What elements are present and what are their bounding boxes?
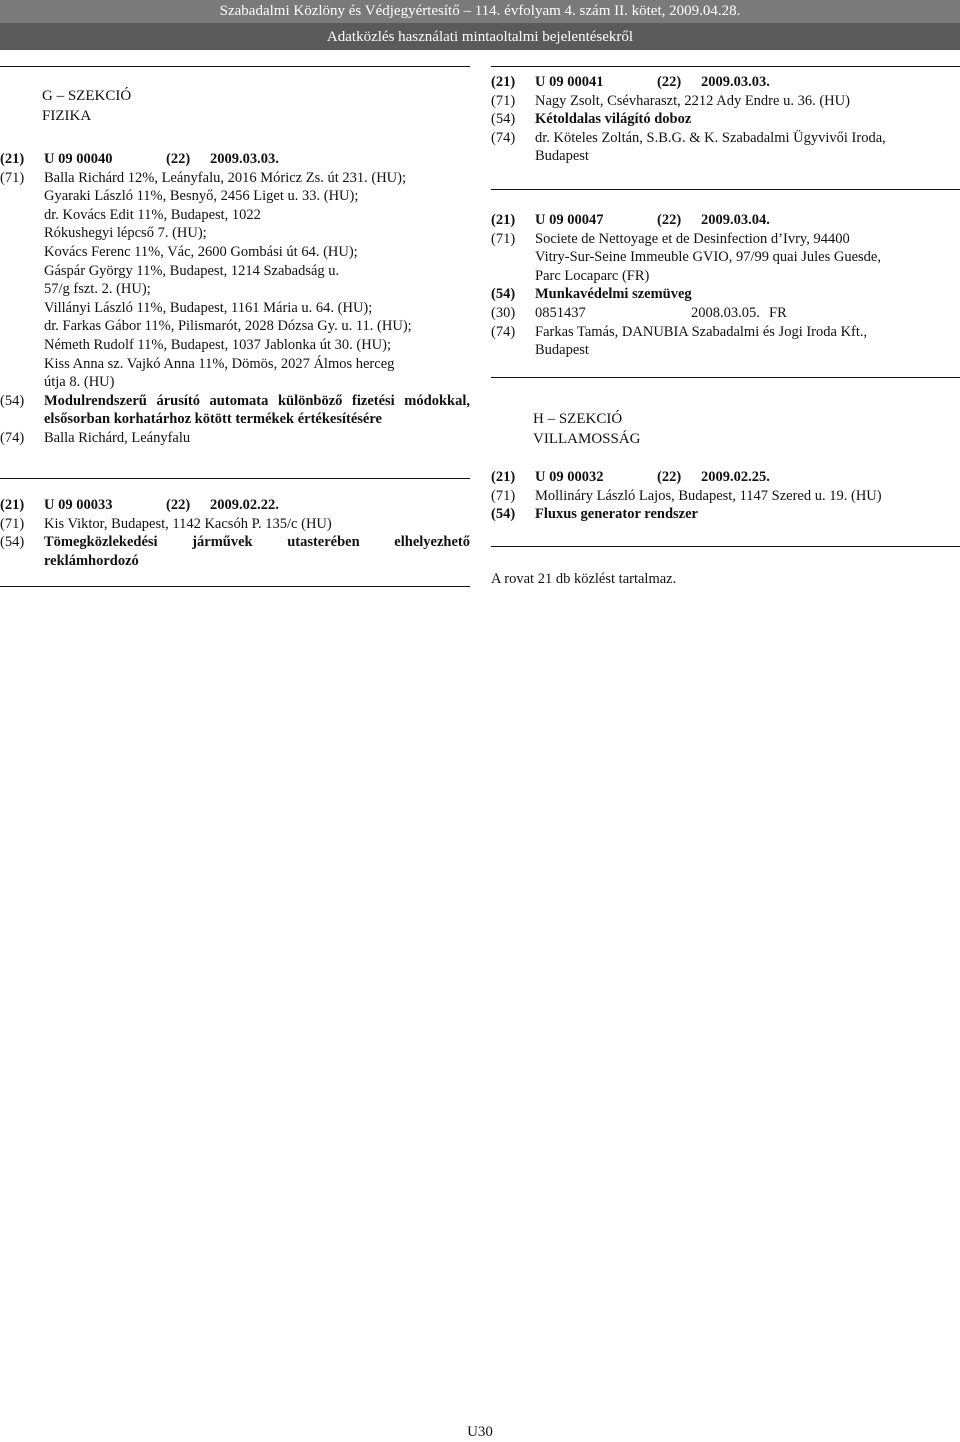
section-h-code: H – SZEKCIÓ <box>533 411 623 427</box>
invention-title: Modulrendszerű árusító automata különböző fizetési módokkal, elsősorban korhatárhoz kötött termékek értékesítésére <box>44 392 470 428</box>
filing-date: 2009.02.25. <box>701 469 770 485</box>
right-separator-2 <box>491 377 960 378</box>
left-separator-2 <box>0 586 470 587</box>
code-74: (74) <box>491 323 516 340</box>
applicant-line: Villányi László 11%, Budapest, 1161 Mária u. 64. (HU); <box>44 299 373 316</box>
section-g-name: FIZIKA <box>42 108 92 124</box>
code-30: (30) <box>491 304 516 321</box>
invention-title: Fluxus generator rendszer <box>535 506 698 523</box>
applicant <box>535 230 960 286</box>
entry-u0900047 <box>491 211 960 360</box>
filing-date: 2009.03.03. <box>210 151 279 167</box>
applicant-line: Németh Rudolf 11%, Budapest, 1037 Jablonka út 30. (HU); <box>44 336 392 353</box>
agent-line: dr. Köteles Zoltán, S.B.G. & K. Szabadalmi Ügyvivői Iroda, <box>535 129 886 146</box>
priority-number: 0851437 <box>535 304 586 321</box>
application-number: U 09 00040 <box>44 151 113 167</box>
code-54: (54) <box>0 534 25 551</box>
section-g-code: G – SZEKCIÓ <box>42 88 132 104</box>
entry-u0900040 <box>0 150 470 448</box>
code-71: (71) <box>491 487 516 504</box>
section-count-note: A rovat 21 db közlést tartalmaz. <box>491 571 677 587</box>
applicant-line: Kiss Anna sz. Vajkó Anna 11%, Dömös, 2027 Álmos herceg <box>44 355 395 372</box>
applicant-line: Parc Locaparc (FR) <box>535 267 650 284</box>
entry-u0900032 <box>491 468 960 524</box>
journal-title: Szabadalmi Közlöny és Védjegyértesítő – 114. évfolyam 4. szám II. kötet, 2009.04.28. <box>219 3 741 19</box>
filing-date: 2009.03.04. <box>701 212 770 228</box>
page-subtitle: Adatközlés használati mintaoltalmi bejelentésekről <box>326 29 634 45</box>
code-21: (21) <box>491 469 516 485</box>
code-21: (21) <box>491 74 516 90</box>
code-54: (54) <box>491 286 516 303</box>
code-54: (54) <box>491 506 516 523</box>
left-top-rule <box>0 66 470 67</box>
applicant-line: dr. Farkas Gábor 11%, Pilismarót, 2028 Dózsa Gy. u. 11. (HU); <box>44 318 412 335</box>
priority-country: FR <box>769 304 787 321</box>
code-22: (22) <box>166 151 191 167</box>
priority-date: 2008.03.05. <box>691 304 760 321</box>
code-22: (22) <box>657 212 682 228</box>
applicant-line: Societe de Nettoyage et de Desinfection d’Ivry, 94400 <box>535 230 850 247</box>
right-separator-3 <box>491 546 960 547</box>
right-separator-1 <box>491 189 960 190</box>
code-71: (71) <box>0 169 25 186</box>
applicant: Kis Viktor, Budapest, 1142 Kacsóh P. 135/c (HU) <box>44 515 332 532</box>
code-74: (74) <box>0 429 25 446</box>
code-74: (74) <box>491 129 516 146</box>
filing-date: 2009.03.03. <box>701 74 770 90</box>
application-number: U 09 00047 <box>535 212 604 228</box>
code-21: (21) <box>0 151 25 167</box>
applicant-line: Gáspár György 11%, Budapest, 1214 Szabadság u. <box>44 262 340 279</box>
applicants <box>44 169 470 392</box>
applicant-line: dr. Kovács Edit 11%, Budapest, 1022 <box>44 206 261 223</box>
applicant-line: Balla Richárd 12%, Leányfalu, 2016 Móricz Zs. út 231. (HU); <box>44 169 407 186</box>
section-h-name: VILLAMOSSÁG <box>533 431 641 447</box>
applicant-line: Vitry-Sur-Seine Immeuble GVIO, 97/99 quai Jules Guesde, <box>535 249 881 266</box>
right-top-rule <box>491 66 960 67</box>
agent-line: Budapest <box>535 148 589 165</box>
applicant-line: Gyaraki László 11%, Besnyő, 2456 Liget u. 33. (HU); <box>44 188 359 205</box>
application-number: U 09 00041 <box>535 74 604 90</box>
applicant: Mollináry László Lajos, Budapest, 1147 Szered u. 19. (HU) <box>535 487 882 504</box>
code-71: (71) <box>491 230 516 247</box>
agent <box>535 323 960 360</box>
page-number: U30 <box>467 1424 493 1440</box>
application-number: U 09 00033 <box>44 497 113 513</box>
code-22: (22) <box>657 74 682 90</box>
applicant-line: Rókushegyi lépcső 7. (HU); <box>44 225 207 242</box>
entry-u0900033 <box>0 496 470 570</box>
left-separator-1 <box>0 478 470 479</box>
code-54: (54) <box>0 392 25 409</box>
code-21: (21) <box>491 212 516 228</box>
code-22: (22) <box>657 469 682 485</box>
filing-date: 2009.02.22. <box>210 497 279 513</box>
code-71: (71) <box>0 515 25 532</box>
applicant-line: 57/g fszt. 2. (HU); <box>44 281 151 298</box>
code-22: (22) <box>166 497 191 513</box>
invention-title: Kétoldalas világító doboz <box>535 111 692 128</box>
entry-u0900041 <box>491 73 960 166</box>
invention-title: Munkavédelmi szemüveg <box>535 286 692 303</box>
agent <box>535 129 960 166</box>
agent: Balla Richárd, Leányfalu <box>44 429 191 446</box>
application-number: U 09 00032 <box>535 469 604 485</box>
applicant: Nagy Zsolt, Csévharaszt, 2212 Ady Endre u. 36. (HU) <box>535 92 850 109</box>
agent-line: Farkas Tamás, DANUBIA Szabadalmi és Jogi Iroda Kft., <box>535 323 868 340</box>
code-21: (21) <box>0 497 25 513</box>
applicant-line: útja 8. (HU) <box>44 374 115 391</box>
agent-line: Budapest <box>535 342 589 359</box>
code-54: (54) <box>491 111 516 128</box>
invention-title: Tömegközlekedési járművek utasterében elhelyezhető reklámhordozó <box>44 534 470 569</box>
code-71: (71) <box>491 92 516 109</box>
applicant-line: Kovács Ferenc 11%, Vác, 2600 Gombási út 64. (HU); <box>44 243 358 260</box>
